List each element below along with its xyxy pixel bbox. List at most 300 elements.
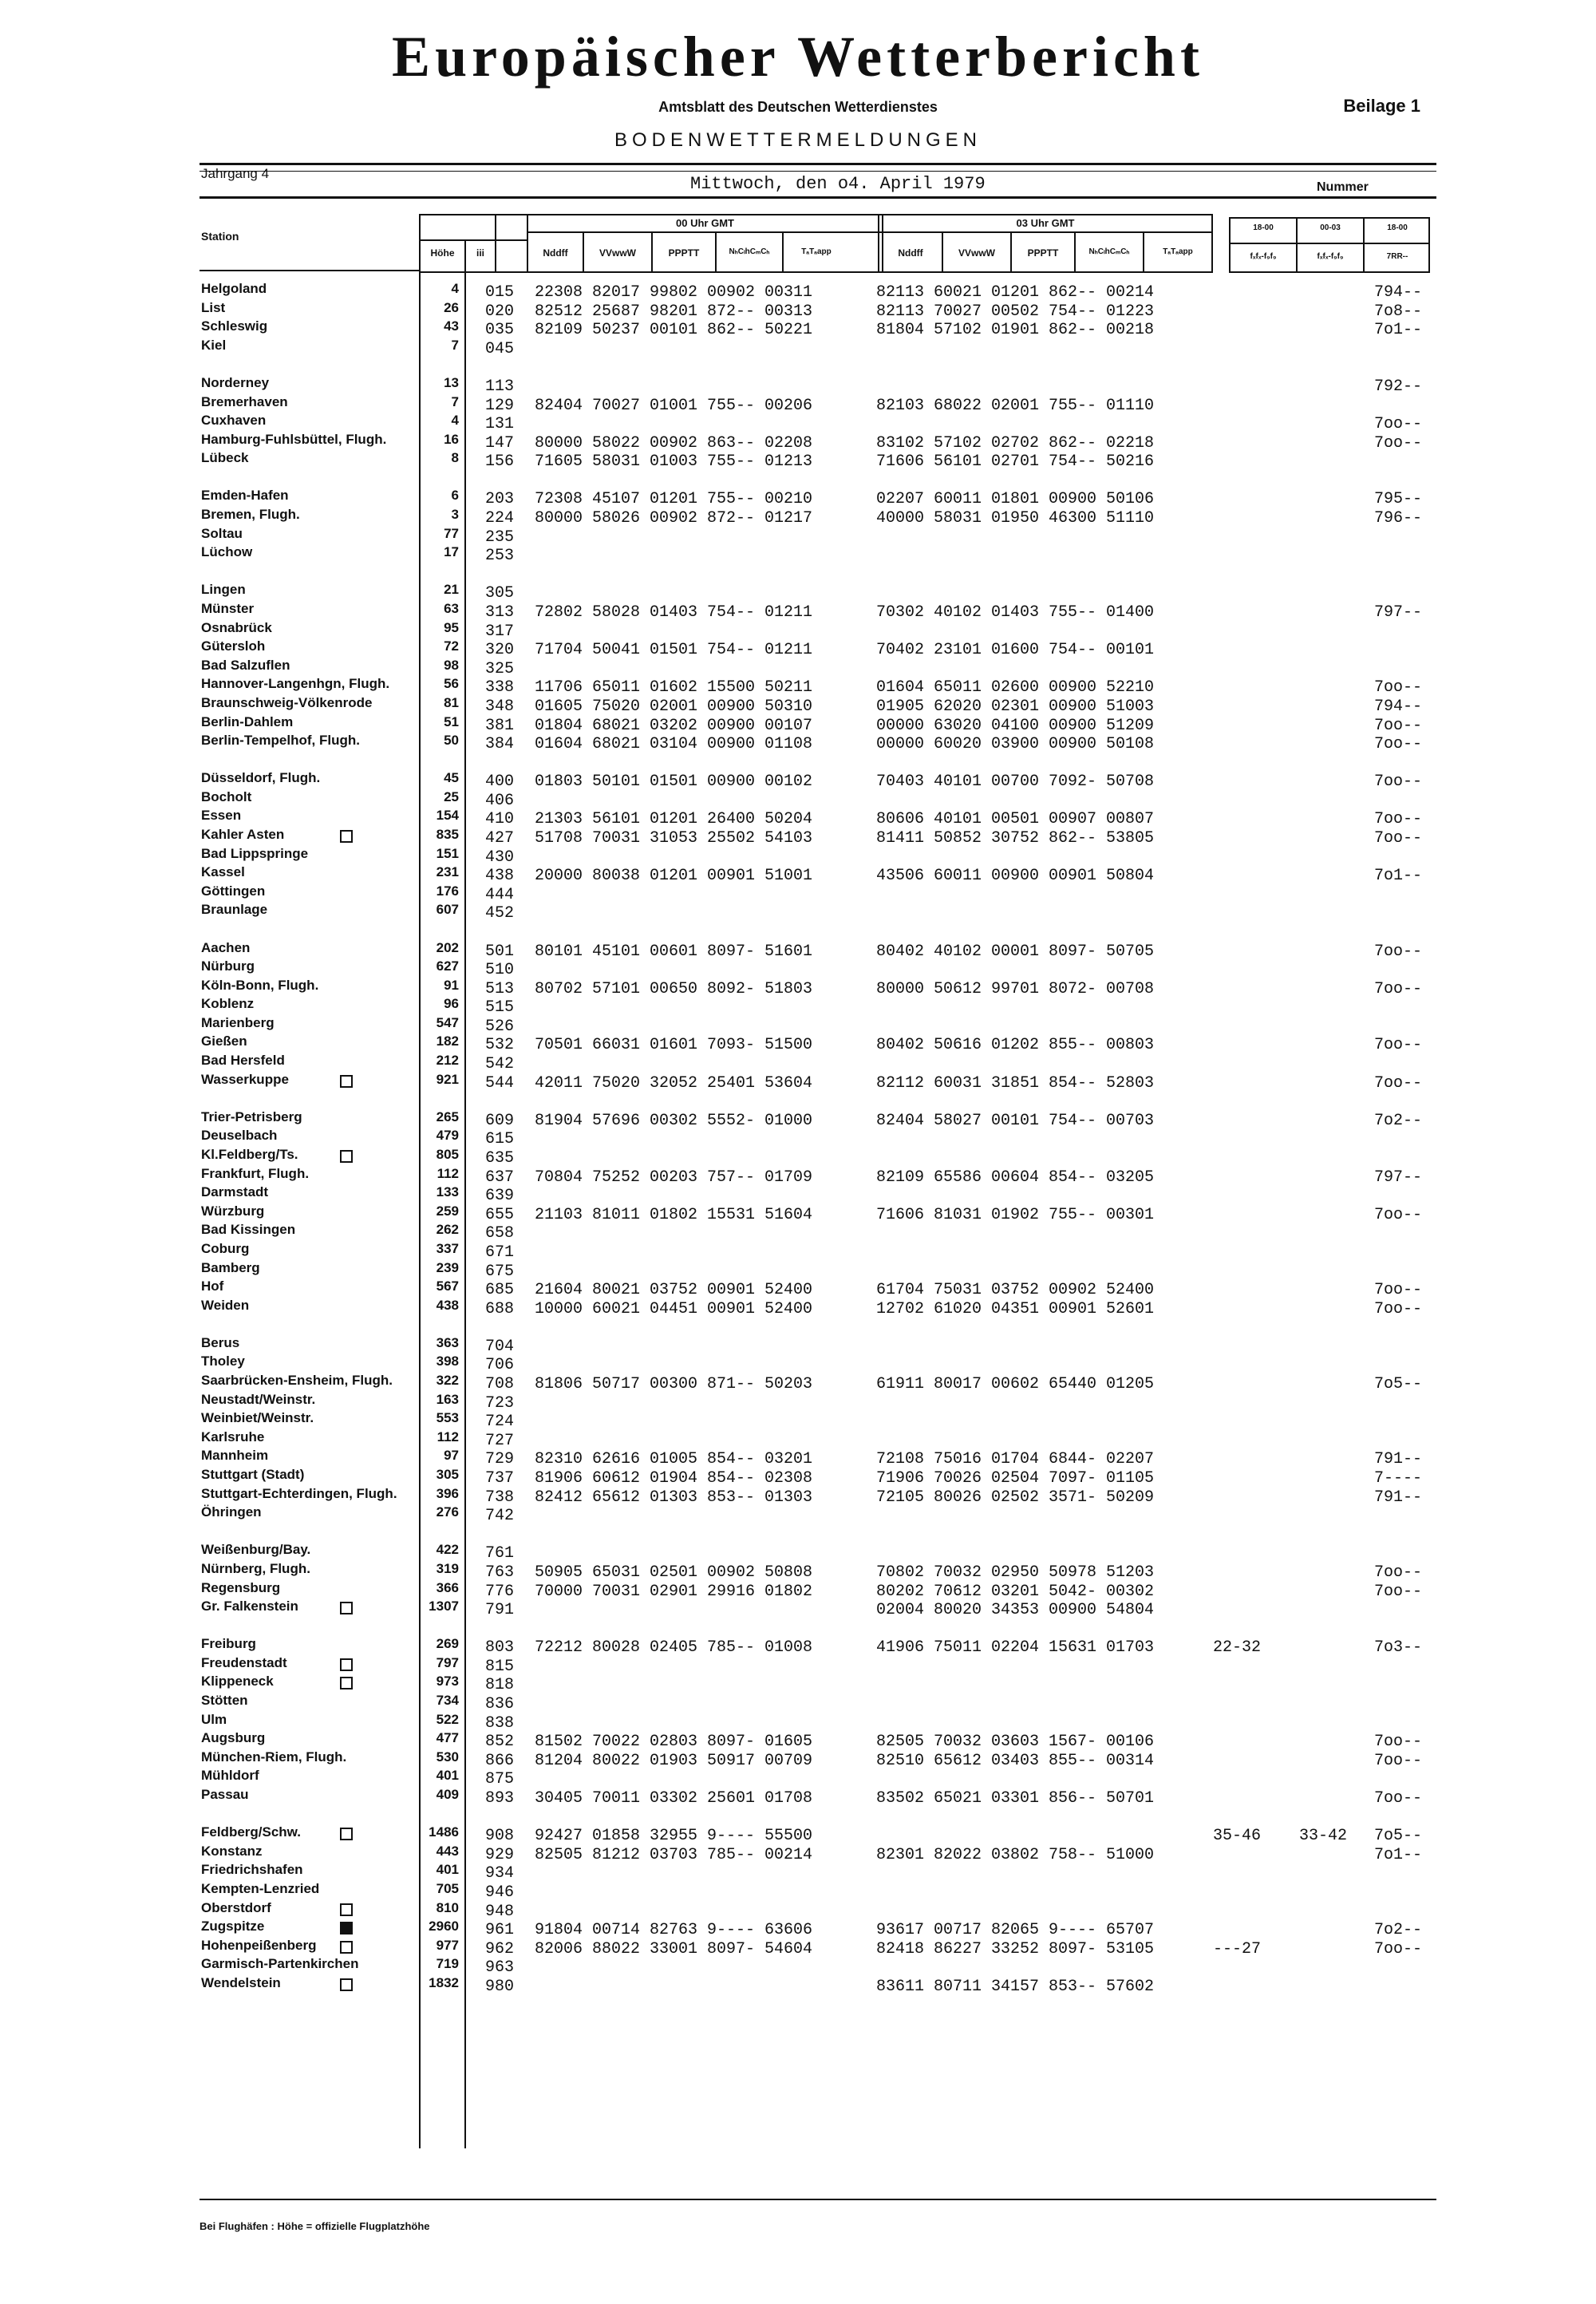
sub-tt-00: TₐTₐapp bbox=[801, 247, 832, 256]
obs-03-gmt: 82113 70027 00502 754-- 01223 bbox=[876, 302, 1155, 321]
sub-nh-00: NₕCₗhCₘCₕ bbox=[729, 247, 770, 256]
station-name: Gießen bbox=[201, 1033, 247, 1049]
obs-03-gmt: 81804 57102 01901 862-- 00218 bbox=[876, 321, 1155, 339]
station-height: 396 bbox=[436, 1486, 459, 1501]
station-name: Deuselbach bbox=[201, 1128, 278, 1143]
station-height: 231 bbox=[436, 864, 459, 879]
station-index: 761 bbox=[485, 1544, 515, 1563]
station-index: 156 bbox=[485, 453, 515, 471]
station-row bbox=[0, 1354, 1596, 1373]
thin-rule bbox=[200, 171, 1436, 172]
obs-03-gmt: 61911 80017 00602 65440 01205 bbox=[876, 1375, 1155, 1393]
station-index: 893 bbox=[485, 1789, 515, 1808]
obs-00-gmt: 01604 68021 03104 00900 01108 bbox=[535, 735, 813, 753]
station-height: 97 bbox=[444, 1448, 459, 1463]
station-row bbox=[0, 1053, 1596, 1072]
station-height: 567 bbox=[436, 1278, 459, 1294]
obs-03-gmt: 83102 57102 02702 862-- 02218 bbox=[876, 434, 1155, 453]
station-name: Trier-Petrisberg bbox=[201, 1109, 302, 1124]
obs-03-gmt: 93617 00717 82065 9---- 65707 bbox=[876, 1921, 1155, 1939]
station-name: Soltau bbox=[201, 526, 243, 541]
station-height: 363 bbox=[436, 1335, 459, 1350]
station-row bbox=[0, 1824, 1596, 1844]
station-index: 729 bbox=[485, 1450, 515, 1468]
station-index: 962 bbox=[485, 1940, 515, 1958]
obs-00-gmt: 81204 80022 01903 50917 00709 bbox=[535, 1752, 813, 1770]
obs-03-gmt: 80606 40101 00501 00907 00807 bbox=[876, 810, 1155, 828]
open-square-icon bbox=[340, 1150, 353, 1163]
precip-group: 7o1-- bbox=[1373, 321, 1422, 339]
station-height: 547 bbox=[436, 1015, 459, 1030]
station-name: Emden-Hafen bbox=[201, 488, 289, 503]
beilage-label: Beilage 1 bbox=[1343, 96, 1420, 116]
station-name: Kahler Asten bbox=[201, 827, 285, 842]
station-height: 43 bbox=[444, 318, 459, 334]
precip-group: 7---- bbox=[1373, 1469, 1422, 1488]
station-name: List bbox=[201, 300, 226, 315]
station-index: 235 bbox=[485, 528, 515, 547]
station-row bbox=[0, 1166, 1596, 1185]
station-name: Bad Kissingen bbox=[201, 1222, 296, 1237]
open-square-icon bbox=[340, 830, 353, 843]
station-name: Würzburg bbox=[201, 1203, 265, 1219]
station-height: 409 bbox=[436, 1787, 459, 1802]
station-row bbox=[0, 1128, 1596, 1147]
obs-00-gmt: 10000 60021 04451 00901 52400 bbox=[535, 1300, 813, 1318]
precip-group: 7oo-- bbox=[1373, 1281, 1422, 1299]
obs-03-gmt: 82109 65586 00604 854-- 03205 bbox=[876, 1168, 1155, 1187]
station-name: Coburg bbox=[201, 1241, 250, 1256]
station-row bbox=[0, 1015, 1596, 1034]
obs-03-gmt: 83611 80711 34157 853-- 57602 bbox=[876, 1978, 1155, 1996]
station-row bbox=[0, 658, 1596, 677]
obs-03-gmt: 72105 80026 02502 3571- 50209 bbox=[876, 1488, 1155, 1507]
station-height: 3 bbox=[451, 507, 459, 522]
station-name: Lüchow bbox=[201, 544, 253, 559]
station-row bbox=[0, 1278, 1596, 1298]
station-name: Klippeneck bbox=[201, 1674, 274, 1689]
station-row bbox=[0, 958, 1596, 978]
station-row bbox=[0, 638, 1596, 658]
station-index: 946 bbox=[485, 1883, 515, 1902]
station-row bbox=[0, 808, 1596, 827]
open-square-icon bbox=[340, 1903, 353, 1916]
station-height: 26 bbox=[444, 300, 459, 315]
obs-00-gmt: 70501 66031 01601 7093- 51500 bbox=[535, 1036, 813, 1054]
gmt00-line bbox=[527, 231, 883, 233]
station-row bbox=[0, 1486, 1596, 1505]
station-index: 838 bbox=[485, 1714, 515, 1733]
station-height: 63 bbox=[444, 601, 459, 616]
footnote: Bei Flughäfen : Höhe = offizielle Flugplatzhöhe bbox=[200, 2220, 430, 2232]
station-row bbox=[0, 1599, 1596, 1618]
station-row bbox=[0, 695, 1596, 714]
obs-00-gmt: 72308 45107 01201 755-- 00210 bbox=[535, 490, 813, 508]
station-name: Stuttgart-Echterdingen, Flugh. bbox=[201, 1486, 397, 1501]
station-height: 262 bbox=[436, 1222, 459, 1237]
obs-03-gmt: 71606 56101 02701 754-- 50216 bbox=[876, 453, 1155, 471]
station-row bbox=[0, 1203, 1596, 1223]
station-index: 313 bbox=[485, 603, 515, 622]
precip-group: 797-- bbox=[1373, 1168, 1422, 1187]
top-rule bbox=[200, 163, 1436, 165]
nummer-label: Nummer bbox=[1317, 180, 1369, 194]
station-height: 4 bbox=[451, 281, 459, 296]
precip-group: 7oo-- bbox=[1373, 1752, 1422, 1770]
station-row bbox=[0, 1260, 1596, 1279]
station-row bbox=[0, 300, 1596, 319]
station-height: 7 bbox=[451, 394, 459, 409]
station-row bbox=[0, 1448, 1596, 1467]
gust-value: ---27 bbox=[1213, 1940, 1262, 1958]
station-index: 444 bbox=[485, 886, 515, 904]
station-index: 639 bbox=[485, 1187, 515, 1205]
precip-group: 794-- bbox=[1373, 283, 1422, 302]
obs-03-gmt: 70402 23101 01600 754-- 00101 bbox=[876, 641, 1155, 659]
station-index: 791 bbox=[485, 1601, 515, 1619]
station-index: 427 bbox=[485, 829, 515, 848]
station-index: 685 bbox=[485, 1281, 515, 1299]
obs-03-gmt: 82301 82022 03802 758-- 51000 bbox=[876, 1846, 1155, 1864]
obs-03-gmt: 70802 70032 02950 50978 51203 bbox=[876, 1563, 1155, 1582]
station-index: 544 bbox=[485, 1074, 515, 1093]
station-index: 430 bbox=[485, 848, 515, 867]
obs-00-gmt: 01804 68021 03202 00900 00107 bbox=[535, 717, 813, 735]
station-row bbox=[0, 450, 1596, 469]
station-height: 163 bbox=[436, 1392, 459, 1407]
obs-03-gmt: 80202 70612 03201 5042- 00302 bbox=[876, 1583, 1155, 1601]
station-row bbox=[0, 770, 1596, 789]
station-index: 305 bbox=[485, 584, 515, 603]
station-index: 776 bbox=[485, 1583, 515, 1601]
station-name: Wasserkuppe bbox=[201, 1072, 289, 1087]
open-square-icon bbox=[340, 1941, 353, 1954]
station-name: Aachen bbox=[201, 940, 251, 955]
station-height: 81 bbox=[444, 695, 459, 710]
station-height: 17 bbox=[444, 544, 459, 559]
open-square-icon bbox=[340, 1978, 353, 1991]
obs-03-gmt: 70302 40102 01403 755-- 01400 bbox=[876, 603, 1155, 622]
station-name: Bamberg bbox=[201, 1260, 260, 1275]
station-index: 015 bbox=[485, 283, 515, 302]
station-name: Braunschweig-Völkenrode bbox=[201, 695, 373, 710]
station-row bbox=[0, 1862, 1596, 1881]
subtitle: Amtsblatt des Deutschen Wetterdienstes bbox=[658, 99, 938, 115]
station-name: Oberstdorf bbox=[201, 1900, 271, 1915]
station-height: 239 bbox=[436, 1260, 459, 1275]
station-name: Marienberg bbox=[201, 1015, 275, 1030]
station-name: Kl.Feldberg/Ts. bbox=[201, 1147, 298, 1162]
station-name: Weißenburg/Bay. bbox=[201, 1542, 311, 1557]
station-index: 908 bbox=[485, 1827, 515, 1845]
station-index: 224 bbox=[485, 509, 515, 528]
obs-00-gmt: 51708 70031 31053 25502 54103 bbox=[535, 829, 813, 848]
obs-00-gmt: 42011 75020 32052 25401 53604 bbox=[535, 1074, 813, 1093]
station-index: 963 bbox=[485, 1958, 515, 1977]
station-row bbox=[0, 1542, 1596, 1561]
obs-00-gmt: 21103 81011 01802 15531 51604 bbox=[535, 1206, 813, 1224]
sub-tt-03: TₐTₐapp bbox=[1163, 247, 1193, 256]
station-height: 51 bbox=[444, 714, 459, 729]
obs-00-gmt: 11706 65011 01602 15500 50211 bbox=[535, 678, 813, 697]
station-row bbox=[0, 1787, 1596, 1806]
precip-group: 796-- bbox=[1373, 509, 1422, 528]
precip-group: 7oo-- bbox=[1373, 678, 1422, 697]
station-index: 742 bbox=[485, 1507, 515, 1525]
col-r1: 18-00 bbox=[1253, 223, 1274, 232]
station-row bbox=[0, 488, 1596, 507]
station-index: 852 bbox=[485, 1733, 515, 1751]
station-index: 724 bbox=[485, 1413, 515, 1431]
jahrgang: Jahrgang 4 bbox=[201, 166, 270, 181]
station-height: 112 bbox=[437, 1429, 459, 1444]
header-underline-left bbox=[200, 270, 419, 271]
station-name: Lübeck bbox=[201, 450, 249, 465]
station-height: 1832 bbox=[429, 1975, 459, 1990]
obs-00-gmt: 21303 56101 01201 26400 50204 bbox=[535, 810, 813, 828]
obs-00-gmt: 71704 50041 01501 754-- 01211 bbox=[535, 641, 813, 659]
station-index: 980 bbox=[485, 1978, 515, 1996]
station-row bbox=[0, 1392, 1596, 1411]
obs-03-gmt: 00000 60020 03900 00900 50108 bbox=[876, 735, 1155, 753]
station-row bbox=[0, 940, 1596, 959]
station-height: 734 bbox=[436, 1693, 459, 1708]
obs-00-gmt: 80000 58026 00902 872-- 01217 bbox=[535, 509, 813, 528]
obs-00-gmt: 82512 25687 98201 872-- 00313 bbox=[535, 302, 813, 321]
precip-group: 7oo-- bbox=[1373, 1940, 1422, 1958]
station-index: 542 bbox=[485, 1055, 515, 1073]
station-height: 4 bbox=[451, 413, 459, 428]
station-name: Kiel bbox=[201, 338, 227, 353]
precip-group: 7oo-- bbox=[1373, 1206, 1422, 1224]
precip-group: 7oo-- bbox=[1373, 735, 1422, 753]
station-index: 737 bbox=[485, 1469, 515, 1488]
open-square-icon bbox=[340, 1677, 353, 1689]
station-name: Nürnberg, Flugh. bbox=[201, 1561, 310, 1576]
station-index: 515 bbox=[485, 998, 515, 1017]
station-index: 655 bbox=[485, 1206, 515, 1224]
station-index: 675 bbox=[485, 1263, 515, 1281]
station-index: 635 bbox=[485, 1149, 515, 1168]
obs-00-gmt: 81906 60612 01904 854-- 02308 bbox=[535, 1469, 813, 1488]
iii-sep bbox=[495, 214, 496, 273]
gmt00-sep bbox=[527, 214, 528, 273]
station-height: 422 bbox=[436, 1542, 459, 1557]
precip-group: 7oo-- bbox=[1373, 1036, 1422, 1054]
station-row bbox=[0, 733, 1596, 752]
station-height: 45 bbox=[444, 770, 459, 785]
station-row bbox=[0, 544, 1596, 563]
station-index: 818 bbox=[485, 1676, 515, 1694]
obs-03-gmt: 02004 80020 34353 00900 54804 bbox=[876, 1601, 1155, 1619]
col-gmt03: 03 Uhr GMT bbox=[1016, 217, 1075, 229]
station-index: 452 bbox=[485, 904, 515, 923]
station-row bbox=[0, 620, 1596, 639]
station-name: Weinbiet/Weinstr. bbox=[201, 1410, 314, 1425]
station-row bbox=[0, 1467, 1596, 1486]
station-name: Frankfurt, Flugh. bbox=[201, 1166, 310, 1181]
sub-ppptt-00: PPPTT bbox=[668, 247, 700, 259]
station-index: 723 bbox=[485, 1394, 515, 1413]
station-name: Bocholt bbox=[201, 789, 252, 804]
station-height: 95 bbox=[444, 620, 459, 635]
station-index: 738 bbox=[485, 1488, 515, 1507]
station-height: 133 bbox=[436, 1184, 459, 1199]
station-index: 381 bbox=[485, 717, 515, 735]
station-index: 609 bbox=[485, 1112, 515, 1130]
precip-group: 7o1-- bbox=[1373, 1846, 1422, 1864]
station-name: Gr. Falkenstein bbox=[201, 1599, 298, 1614]
obs-03-gmt: 82404 58027 00101 754-- 00703 bbox=[876, 1112, 1155, 1130]
obs-00-gmt: 20000 80038 01201 00901 51001 bbox=[535, 867, 813, 885]
sub-nddff-03: Nddff bbox=[898, 247, 923, 259]
station-name: Hannover-Langenhgn, Flugh. bbox=[201, 676, 390, 691]
station-name: Norderney bbox=[201, 375, 270, 390]
station-row bbox=[0, 1410, 1596, 1429]
station-height: 276 bbox=[436, 1504, 459, 1520]
station-row bbox=[0, 582, 1596, 601]
precip-group: 7oo-- bbox=[1373, 1074, 1422, 1093]
station-height: 25 bbox=[444, 789, 459, 804]
station-row bbox=[0, 846, 1596, 865]
station-height: 212 bbox=[436, 1053, 459, 1068]
station-index: 815 bbox=[485, 1658, 515, 1676]
station-height: 607 bbox=[436, 902, 459, 917]
obs-03-gmt: 82113 60021 01201 862-- 00214 bbox=[876, 283, 1155, 302]
station-height: 112 bbox=[437, 1166, 459, 1181]
station-name: Bremerhaven bbox=[201, 394, 288, 409]
station-name: Mannheim bbox=[201, 1448, 269, 1463]
station-height: 176 bbox=[436, 883, 459, 899]
station-name: Karlsruhe bbox=[201, 1429, 265, 1444]
precip-group: 7oo-- bbox=[1373, 980, 1422, 998]
sub-nddff-00: Nddff bbox=[543, 247, 568, 259]
station-row bbox=[0, 883, 1596, 903]
station-height: 530 bbox=[436, 1749, 459, 1765]
station-height: 322 bbox=[436, 1373, 459, 1388]
gust-value: 22-32 bbox=[1213, 1638, 1262, 1657]
station-index: 866 bbox=[485, 1752, 515, 1770]
obs-03-gmt: 82510 65612 03403 855-- 00314 bbox=[876, 1752, 1155, 1770]
station-height: 973 bbox=[436, 1674, 459, 1689]
station-height: 21 bbox=[444, 582, 459, 597]
station-row bbox=[0, 1561, 1596, 1580]
obs-00-gmt: 80702 57101 00650 8092- 51803 bbox=[535, 980, 813, 998]
obs-00-gmt: 82006 88022 33001 8097- 54604 bbox=[535, 1940, 813, 1958]
station-row bbox=[0, 1900, 1596, 1919]
right-line bbox=[1229, 243, 1430, 244]
station-name: Nürburg bbox=[201, 958, 255, 974]
station-height: 479 bbox=[436, 1128, 459, 1143]
station-row bbox=[0, 1712, 1596, 1731]
station-height: 805 bbox=[436, 1147, 459, 1162]
station-index: 501 bbox=[485, 943, 515, 961]
station-index: 929 bbox=[485, 1846, 515, 1864]
station-name: Bad Lippspringe bbox=[201, 846, 309, 861]
station-height: 77 bbox=[444, 526, 459, 541]
obs-00-gmt: 70804 75252 00203 757-- 01709 bbox=[535, 1168, 813, 1187]
station-index: 708 bbox=[485, 1375, 515, 1393]
station-index: 045 bbox=[485, 340, 515, 358]
obs-03-gmt: 82505 70032 03603 1567- 00106 bbox=[876, 1733, 1155, 1751]
station-row bbox=[0, 1184, 1596, 1203]
station-row bbox=[0, 1655, 1596, 1674]
hoehe-line bbox=[419, 239, 527, 241]
station-row bbox=[0, 1335, 1596, 1354]
station-name: Bremen, Flugh. bbox=[201, 507, 300, 522]
filled-square-icon bbox=[340, 1922, 353, 1934]
precip-group: 7oo-- bbox=[1373, 1733, 1422, 1751]
station-height: 91 bbox=[444, 978, 459, 993]
station-name: Darmstadt bbox=[201, 1184, 269, 1199]
station-index: 129 bbox=[485, 397, 515, 415]
station-index: 688 bbox=[485, 1300, 515, 1318]
open-square-icon bbox=[340, 1602, 353, 1614]
obs-03-gmt: 81411 50852 30752 862-- 53805 bbox=[876, 829, 1155, 848]
station-index: 348 bbox=[485, 698, 515, 716]
station-height: 96 bbox=[444, 996, 459, 1011]
station-name: Göttingen bbox=[201, 883, 266, 899]
obs-00-gmt: 70000 70031 02901 29916 01802 bbox=[535, 1583, 813, 1601]
station-name: Cuxhaven bbox=[201, 413, 267, 428]
col-r3b: 7RR-- bbox=[1386, 252, 1408, 261]
precip-group: 7oo-- bbox=[1373, 773, 1422, 791]
precip-group: 7oo-- bbox=[1373, 1300, 1422, 1318]
station-index: 510 bbox=[485, 961, 515, 979]
obs-00-gmt: 92427 01858 32955 9---- 55500 bbox=[535, 1827, 813, 1845]
station-height: 921 bbox=[436, 1072, 459, 1087]
station-index: 113 bbox=[485, 377, 515, 396]
precip-group: 7oo-- bbox=[1373, 1789, 1422, 1808]
station-height: 182 bbox=[436, 1033, 459, 1049]
station-row bbox=[0, 526, 1596, 545]
obs-03-gmt: 01905 62020 02301 00900 51003 bbox=[876, 698, 1155, 716]
station-index: 706 bbox=[485, 1356, 515, 1374]
station-row bbox=[0, 1504, 1596, 1523]
precip-group: 794-- bbox=[1373, 698, 1422, 716]
station-row bbox=[0, 1693, 1596, 1712]
station-row bbox=[0, 1072, 1596, 1091]
station-name: Freiburg bbox=[201, 1636, 256, 1651]
station-height: 977 bbox=[436, 1938, 459, 1953]
precip-group: 7oo-- bbox=[1373, 434, 1422, 453]
obs-03-gmt: 80402 40102 00001 8097- 50705 bbox=[876, 943, 1155, 961]
station-name: Kempten-Lenzried bbox=[201, 1881, 320, 1896]
obs-00-gmt: 80000 58022 00902 863-- 02208 bbox=[535, 434, 813, 453]
station-index: 961 bbox=[485, 1921, 515, 1939]
station-index: 875 bbox=[485, 1770, 515, 1788]
obs-03-gmt: 80402 50616 01202 855-- 00803 bbox=[876, 1036, 1155, 1054]
station-name: Mühldorf bbox=[201, 1768, 259, 1783]
obs-03-gmt: 82418 86227 33252 8097- 53105 bbox=[876, 1940, 1155, 1958]
station-name: Friedrichshafen bbox=[201, 1862, 303, 1877]
station-height: 72 bbox=[444, 638, 459, 654]
obs-00-gmt: 81806 50717 00300 871-- 50203 bbox=[535, 1375, 813, 1393]
obs-03-gmt: 61704 75031 03752 00902 52400 bbox=[876, 1281, 1155, 1299]
precip-group: 7oo-- bbox=[1373, 829, 1422, 848]
station-height: 398 bbox=[436, 1354, 459, 1369]
station-height: 7 bbox=[451, 338, 459, 353]
obs-03-gmt: 71606 81031 01902 755-- 00301 bbox=[876, 1206, 1155, 1224]
station-index: 615 bbox=[485, 1130, 515, 1148]
station-row bbox=[0, 996, 1596, 1015]
station-name: Berus bbox=[201, 1335, 240, 1350]
obs-00-gmt: 80101 45101 00601 8097- 51601 bbox=[535, 943, 813, 961]
station-row bbox=[0, 338, 1596, 357]
precip-group: 7oo-- bbox=[1373, 1563, 1422, 1582]
station-height: 1307 bbox=[429, 1599, 459, 1614]
obs-00-gmt: 82505 81212 03703 785-- 00214 bbox=[535, 1846, 813, 1864]
